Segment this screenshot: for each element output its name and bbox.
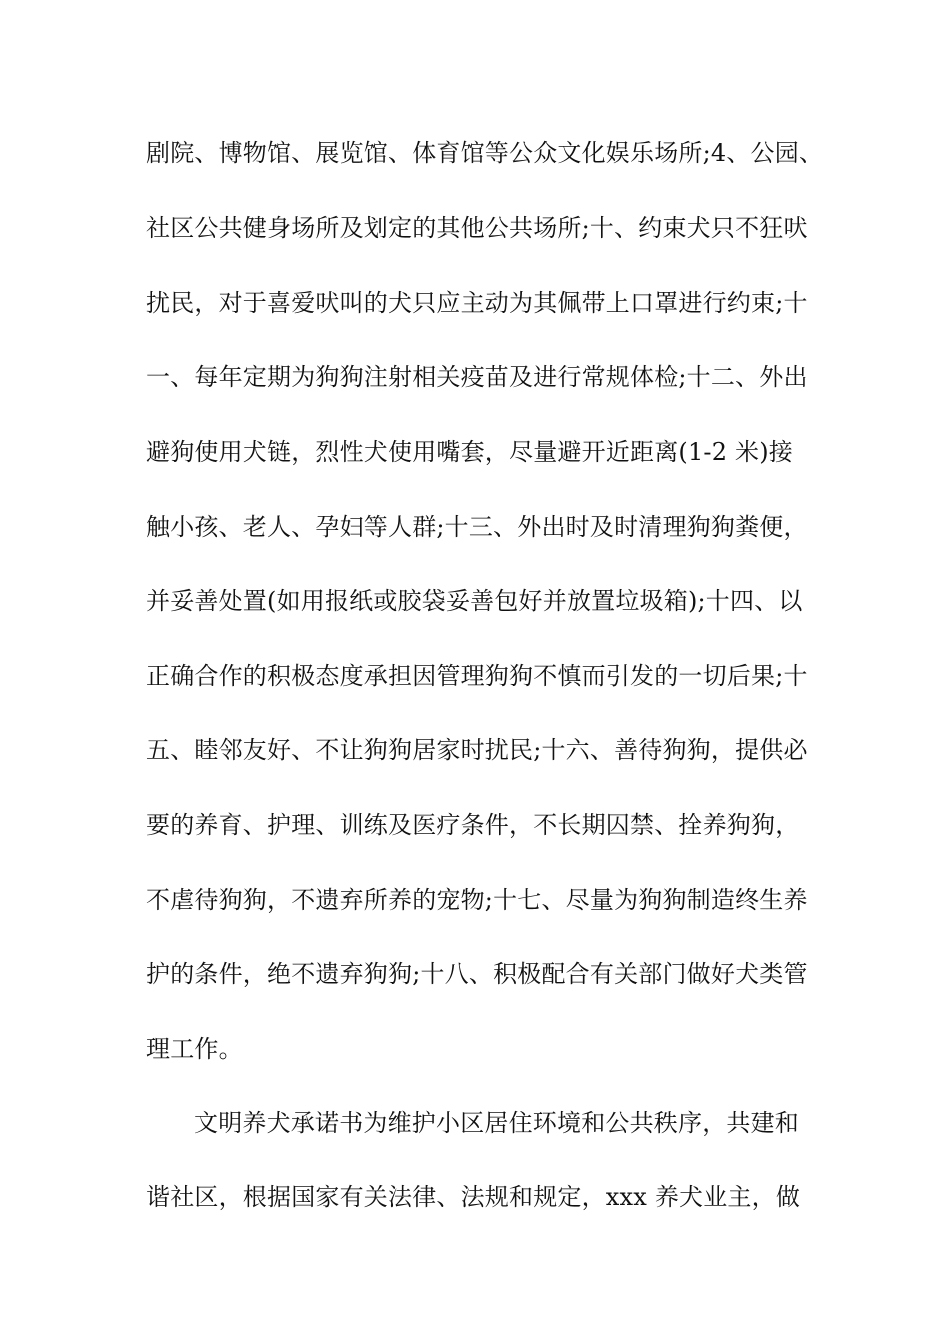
text-line: 一、每年定期为狗狗注射相关疫苗及进行常规体检;十二、外出 (146, 363, 808, 391)
text-line: 护的条件，绝不遗弃狗狗;十八、积极配合有关部门做好犬类管 (146, 960, 808, 988)
text-line: 社区公共健身场所及划定的其他公共场所;十、约束犬只不狂吠 (146, 214, 808, 242)
text-line: 理工作。 (146, 1035, 243, 1063)
text-line: 文明养犬承诺书为维护小区居住环境和公共秩序，共建和 (194, 1109, 799, 1137)
text-line: 触小孩、老人、孕妇等人群;十三、外出时及时清理狗狗粪便， (146, 513, 808, 541)
text-line: 不虐待狗狗，不遗弃所养的宠物;十七、尽量为狗狗制造终生养 (146, 886, 808, 914)
text-line: 五、睦邻友好、不让狗狗居家时扰民;十六、善待狗狗，提供必 (146, 736, 808, 764)
text-line: 扰民，对于喜爱吠叫的犬只应主动为其佩带上口罩进行约束;十 (146, 289, 808, 317)
text-line: 并妥善处置(如用报纸或胶袋妥善包好并放置垃圾箱);十四、以 (146, 587, 803, 615)
text-line: 要的养育、护理、训练及医疗条件，不长期囚禁、拴养狗狗， (146, 811, 800, 839)
text-line: 谐社区，根据国家有关法律、法规和规定，xxx 养犬业主，做 (146, 1183, 801, 1211)
text-line: 正确合作的积极态度承担因管理狗狗不慎而引发的一切后果;十 (146, 662, 808, 690)
text-line: 剧院、博物馆、展览馆、体育馆等公众文化娱乐场所;4、公园、 (146, 139, 824, 167)
text-line: 避狗使用犬链，烈性犬使用嘴套，尽量避开近距离(1-2 米)接 (146, 438, 794, 466)
